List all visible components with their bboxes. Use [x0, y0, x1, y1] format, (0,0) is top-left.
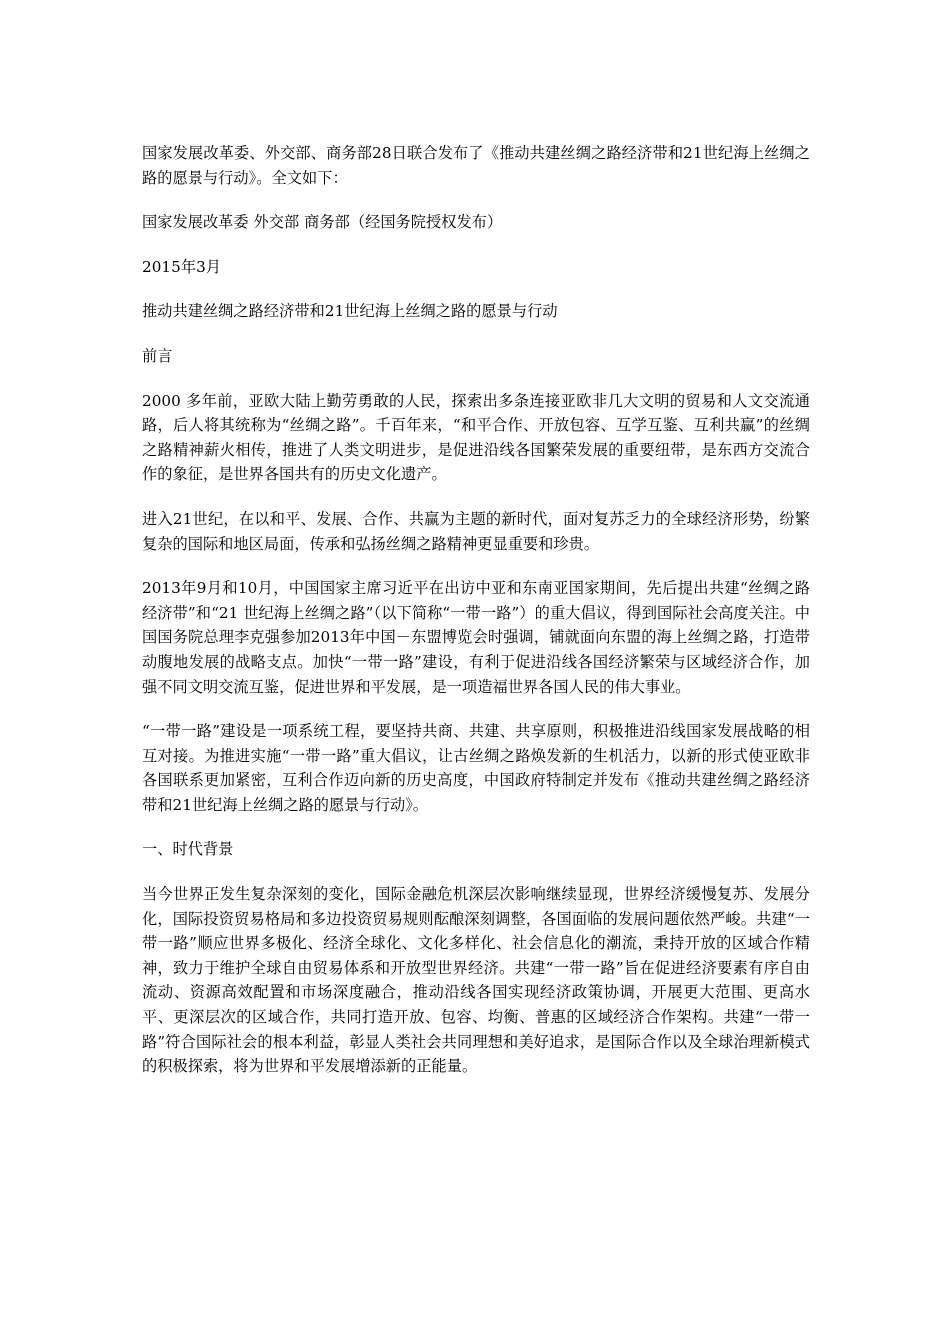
document-title: 推动共建丝绸之路经济带和21世纪海上丝绸之路的愿景与行动: [142, 302, 558, 321]
body-paragraph: 进入21世纪，在以和平、发展、合作、共赢为主题的新时代，面对复苏乏力的全球经济形势，纷繁复杂的国际和地区局面，传承和弘扬丝绸之路精神更显重要和珍贵。: [142, 509, 810, 553]
issuer-line: 国家发展改革委 外交部 商务部（经国务院授权发布）: [142, 213, 503, 232]
body-paragraph: 2000 多年前，亚欧大陆上勤劳勇敢的人民，探索出多条连接亚欧非几大文明的贸易和人文交流通路，后人将其统称为“丝绸之路”。千百年来，“和平合作、开放包容、互学互鉴、互利共赢”的丝绸之路精神薪火相传，推进了人类文明进步，是促进沿线各国繁荣发展的重要纽带，是东西方交流合作的象征，是世界各国共有的历史文化遗产。: [142, 391, 810, 484]
body-paragraph: 2013年9月和10月，中国国家主席习近平在出访中亚和东南亚国家期间，先后提出共建“丝绸之路经济带”和“21 世纪海上丝绸之路”（以下简称“一带一路”）的重大倡议，得到国际社会高度关注。中国国务院总理李克强参加2013年中国－东盟博览会时强调，铺就面向东盟的海上丝绸之路，打造带动腹地发展的战略支点。加快“一带一路”建设，有利于促进沿线各国经济繁荣与区域经济合作，加强不同文明交流互鉴，促进世界和平发展，是一项造福世界各国人民的伟大事业。: [142, 579, 810, 696]
section-heading-background: 一、时代背景: [142, 840, 234, 859]
body-paragraph: “一带一路”建设是一项系统工程，要坚持共商、共建、共享原则，积极推进沿线国家发展战略的相互对接。为推进实施“一带一路”重大倡议，让古丝绸之路焕发新的生机活力，以新的形式使亚欧非各国联系更加紧密，互利合作迈向新的历史高度，中国政府特制定并发布《推动共建丝绸之路经济带和21世纪海上丝绸之路的愿景与行动》。: [142, 722, 810, 814]
section-heading-preface: 前言: [142, 346, 173, 365]
intro-paragraph: 国家发展改革委、外交部、商务部28日联合发布了《推动共建丝绸之路经济带和21世纪海上丝绸之路的愿景与行动》。全文如下：: [142, 144, 810, 187]
document-body: [142, 141, 810, 1099]
date-line: 2015年3月: [142, 257, 222, 276]
body-paragraph: 当今世界正发生复杂深刻的变化，国际金融危机深层次影响继续显现，世界经济缓慢复苏、发展分化，国际投资贸易格局和多边投资贸易规则酝酿深刻调整，各国面临的发展问题依然严峻。共建“一带一路”顺应世界多极化、经济全球化、文化多样化、社会信息化的潮流，秉持开放的区域合作精神，致力于维护全球自由贸易体系和开放型世界经济。共建“一带一路”旨在促进经济要素有序自由流动、资源高效配置和市场深度融合，推动沿线各国实现经济政策协调，开展更大范围、更高水平、更深层次的区域合作，共同打造开放、包容、均衡、普惠的区域经济合作架构。共建“一带一路”符合国际社会的根本利益，彰显人类社会共同理想和美好追求，是国际合作以及全球治理新模式的积极探索，将为世界和平发展增添新的正能量。: [142, 885, 810, 1076]
